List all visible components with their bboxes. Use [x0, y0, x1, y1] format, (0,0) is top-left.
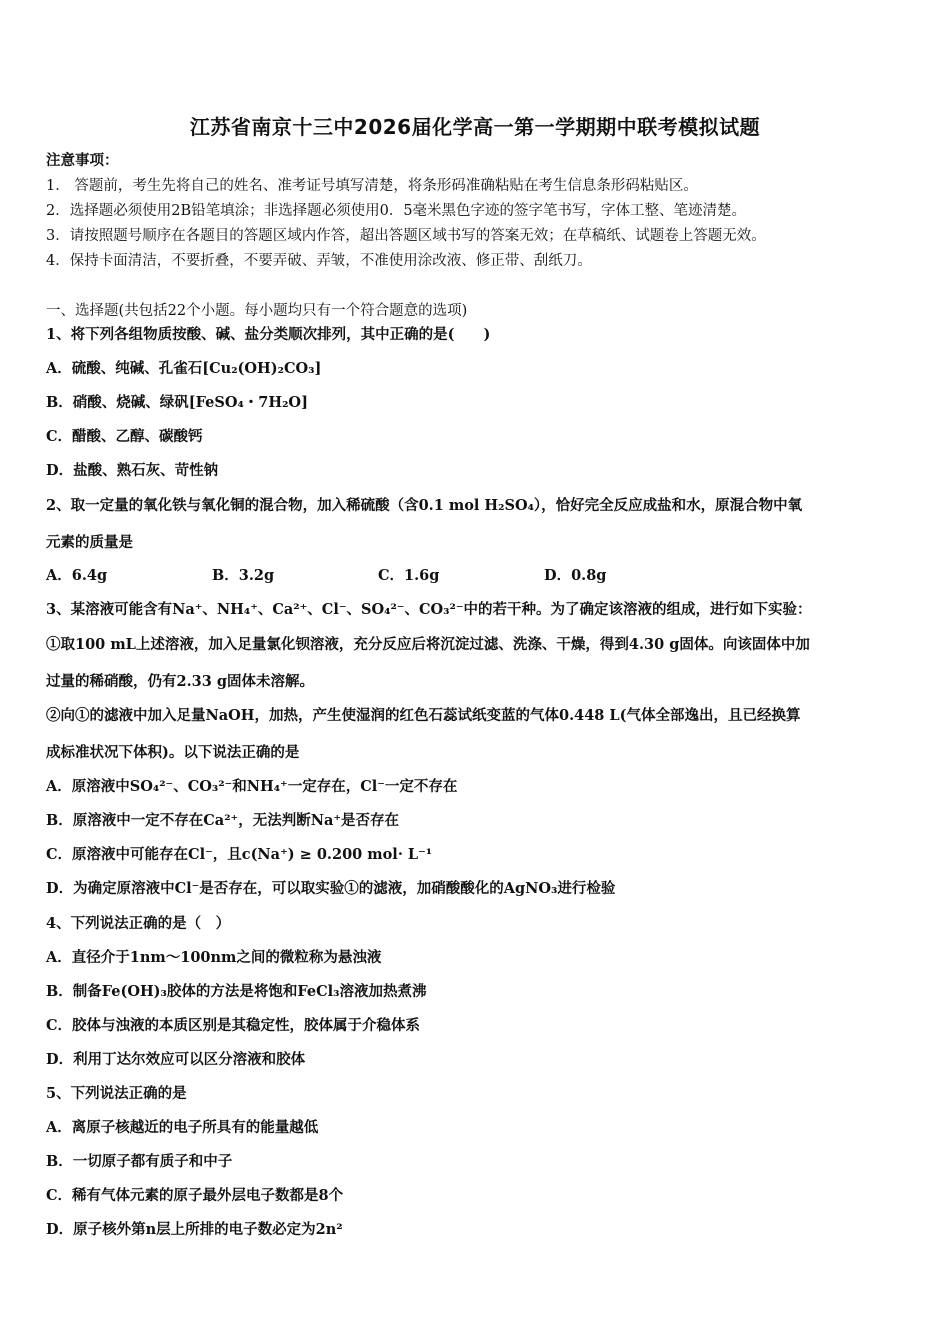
- q2-option-a: A．6.4g: [46, 567, 108, 584]
- q3-experiment-1-line1: ①取100 mL上述溶液，加入足量氯化钡溶液，充分反应后将沉淀过滤、洗涤、干燥，得到4.30 g固体。向该固体中加: [46, 636, 810, 653]
- q5-option-c: C．稀有气体元素的原子最外层电子数都是8个: [46, 1187, 344, 1204]
- notice-item-3: 3．请按照题号顺序在各题目的答题区域内作答，超出答题区域书写的答案无效；在草稿纸、试题卷上答题无效。: [46, 228, 766, 244]
- q5-stem: 5、下列说法正确的是: [46, 1085, 187, 1102]
- q3-experiment-2-line1: ②向①的滤液中加入足量NaOH，加热，产生使湿润的红色石蕊试纸变蓝的气体0.448 L(气体全部逸出，且已经换算: [46, 707, 801, 724]
- q2-option-b: B．3.2g: [212, 567, 275, 584]
- q3-option-c: C．原溶液中可能存在Cl⁻，且c(Na⁺) ≥ 0.200 mol· L⁻¹: [46, 846, 433, 863]
- q5-option-a: A．离原子核越近的电子所具有的能量越低: [46, 1119, 319, 1136]
- notice-item-4: 4．保持卡面清洁，不要折叠，不要弄破、弄皱，不准使用涂改液、修正带、刮纸刀。: [46, 253, 592, 269]
- q1-option-d: D．盐酸、熟石灰、苛性钠: [46, 462, 219, 479]
- q4-option-b: B．制备Fe(OH)₃胶体的方法是将饱和FeCl₃溶液加热煮沸: [46, 983, 427, 1000]
- q2-stem-line2: 元素的质量是: [46, 534, 133, 551]
- q3-option-a: A．原溶液中SO₄²⁻、CO₃²⁻和NH₄⁺一定存在，Cl⁻一定不存在: [46, 778, 458, 795]
- q3-experiment-1-line2: 过量的稀硝酸，仍有2.33 g固体未溶解。: [46, 673, 315, 690]
- q4-option-a: A．直径介于1nm～100nm之间的微粒称为悬浊液: [46, 949, 382, 966]
- section-heading: 一、选择题(共包括22个小题。每小题均只有一个符合题意的选项): [46, 303, 468, 319]
- q1-option-a: A．硫酸、纯碱、孔雀石[Cu₂(OH)₂CO₃]: [46, 360, 322, 377]
- q2-options: [46, 566, 606, 586]
- notice-item-2: 2．选择题必须使用2B铅笔填涂；非选择题必须使用0．5毫米黑色字迹的签字笔书写，字体工整、笔迹清楚。: [46, 203, 747, 219]
- q3-experiment-2-line2: 成标准状况下体积)。以下说法正确的是: [46, 744, 300, 761]
- q3-option-b: B．原溶液中一定不存在Ca²⁺，无法判断Na⁺是否存在: [46, 812, 399, 829]
- q2-stem-line1: 2、取一定量的氧化铁与氧化铜的混合物，加入稀硫酸（含0.1 mol H₂SO₄），恰好完全反应成盐和水，原混合物中氧: [46, 497, 803, 514]
- page-title: 江苏省南京十三中2026届化学高一第一学期期中联考模拟试题: [189, 115, 761, 139]
- q3-stem: 3、某溶液可能含有Na⁺、NH₄⁺、Ca²⁺、Cl⁻、SO₄²⁻、CO₃²⁻中的若干种。为了确定该溶液的组成，进行如下实验：: [46, 601, 812, 618]
- q2-option-d: D．0.8g: [544, 567, 607, 584]
- notice-heading: 注意事项：: [46, 152, 119, 169]
- q2-option-c: C．1.6g: [378, 567, 440, 584]
- q5-option-b: B．一切原子都有质子和中子: [46, 1153, 233, 1170]
- q3-option-d: D．为确定原溶液中Cl⁻是否存在，可以取实验①的滤液，加硝酸酸化的AgNO₃进行检验: [46, 880, 616, 897]
- q4-option-d: D．利用丁达尔效应可以区分溶液和胶体: [46, 1051, 306, 1068]
- q4-stem: 4、下列说法正确的是（ ）: [46, 915, 231, 932]
- q4-option-c: C．胶体与浊液的本质区别是其稳定性，胶体属于介稳体系: [46, 1017, 421, 1034]
- q5-option-d: D．原子核外第n层上所排的电子数必定为2n²: [46, 1221, 343, 1238]
- q1-option-c: C．醋酸、乙醇、碳酸钙: [46, 428, 203, 445]
- q1-stem: 1、将下列各组物质按酸、碱、盐分类顺次排列，其中正确的是( ): [46, 326, 491, 343]
- q1-option-b: B．硝酸、烧碱、绿矾[FeSO₄・7H₂O]: [46, 394, 308, 411]
- notice-item-1: 1． 答题前，考生先将自己的姓名、准考证号填写清楚，将条形码准确粘贴在考生信息条形码粘贴区。: [46, 178, 698, 194]
